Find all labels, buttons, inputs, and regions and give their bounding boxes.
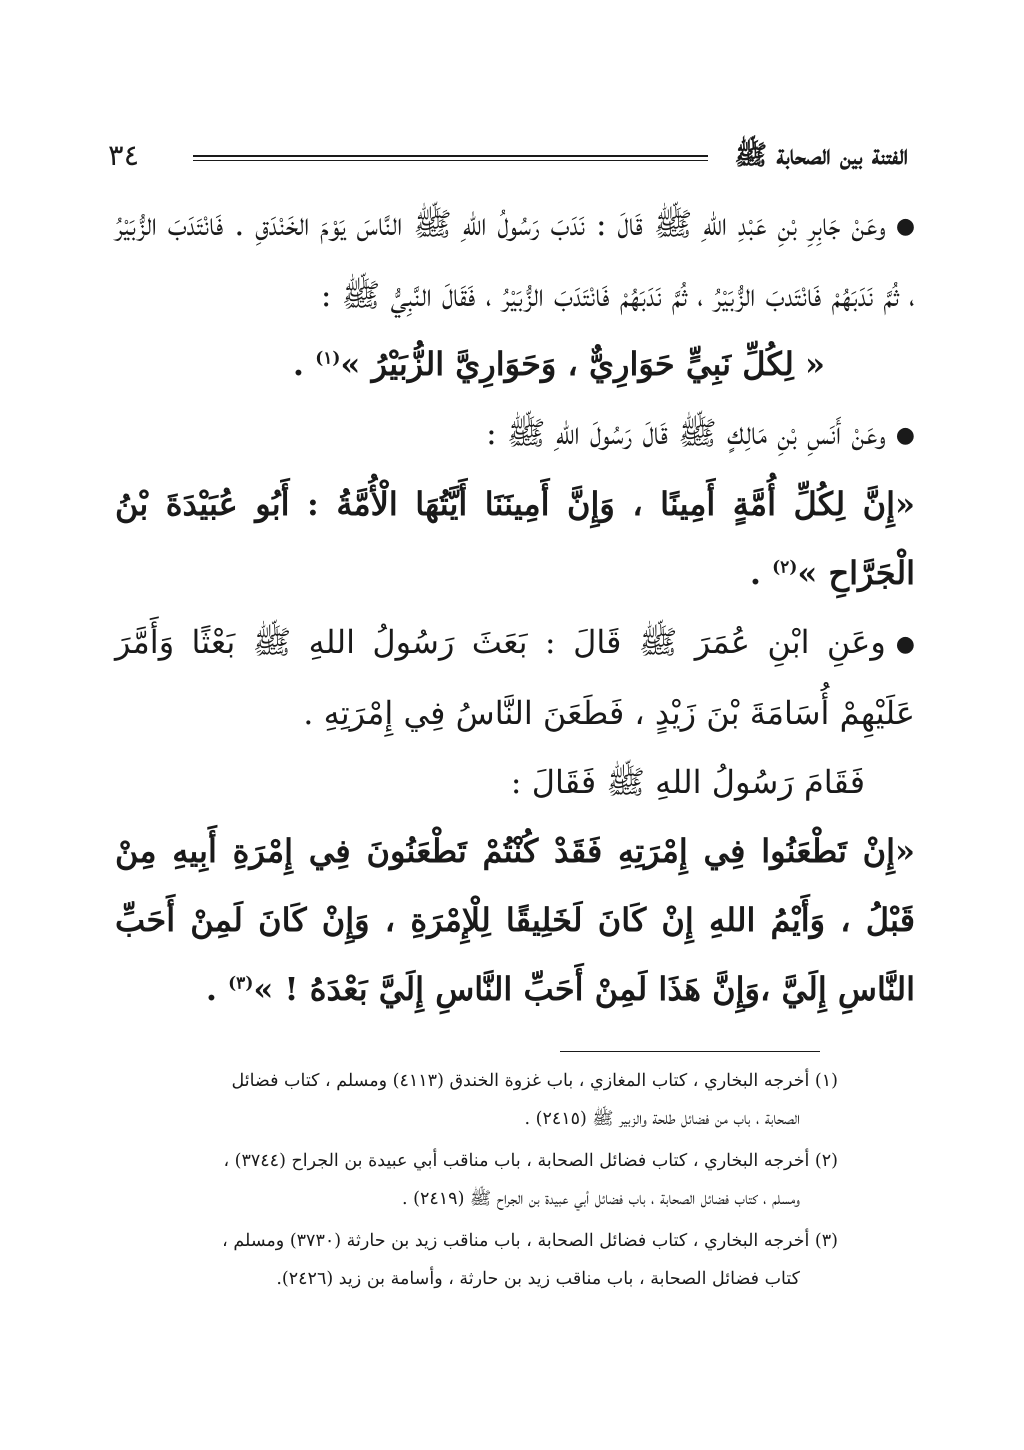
footnote-ref-1: (١) [315, 348, 341, 369]
paragraph-prophet-stood: فَقَامَ رَسُولُ اللهِ ﷺ فَقَالَ : [510, 763, 865, 801]
bullet-icon: ● [895, 423, 915, 448]
paragraph-anas: ●وعَنْ أَنَسِ بْنِ مَالِكٍ ﷺ قَالَ رَسُولَ اللهِ ﷺ : [115, 399, 915, 470]
footnote-2: (٢) أخرجه البخاري ، كتاب فضائل الصحابة ، باب مناقب أبي عبيدة بن الجراح (٣٧٤٤) ، ومسلم ، كتاب فضائل الصحابة ، باب فضائل أبي عبيدة بن الجراح ﷺ (٢٤١٩) . [223, 1151, 838, 1209]
footnotes [108, 1062, 838, 1302]
hadith-quote-zubair: « لِكُلِّ نَبِيٍّ حَوَارِيٌّ ، وَحَوَارِيَّ الزُّبَيْرُ »$^{(١)}$ . [292, 345, 825, 383]
page-header [108, 138, 908, 178]
hadith-quote-usama: «إِنْ تَطْعَنُوا فِي إِمْرَتِهِ فَقَدْ كُنْتُمْ تَطْعَنُونَ فِي إِمْرَةِ أَبِيهِ مِنْ قَبْلُ ، وَأَيْمُ اللهِ إِنْ كَانَ لَخَلِيقًا لِلْإِمْرَةِ ، وَإِنْ كَانَ لَمِنْ أَحَبِّ النَّاسِ إِلَيَّ ،وَإِنَّ هَذَا لَمِنْ أَحَبِّ النَّاسِ إِلَيَّ بَعْدَهُ ! »$^{(٣)}$ . [115, 832, 915, 1008]
bullet-icon: ● [895, 632, 915, 657]
footnote-ref-2: (٢) [772, 557, 798, 578]
hadith-quote-abu-ubaida: «إِنَّ لِكُلِّ أُمَّةٍ أَمِينًا ، وَإِنَّ أَمِينَنَا أَيَّتُهَا الْأُمَّةُ : أَبُو عُبَيْدَةَ بْنُ الْجَرَّاحِ »$^{(٢)}$ . [115, 485, 915, 592]
footnote-3: (٣) أخرجه البخاري ، كتاب فضائل الصحابة ، باب مناقب زيد بن حارثة (٣٧٣٠) ومسلم ، كتاب فضائل الصحابة ، باب مناقب زيد بن حارثة ، وأسامة بن زيد (٢٤٢٦). [222, 1231, 838, 1289]
main-text [115, 190, 915, 1024]
footnote-ref-3: (٣) [228, 973, 254, 994]
footnote-1: (١) أخرجه البخاري ، كتاب المغازي ، باب غزوة الخندق (٤١١٣) ومسلم ، كتاب فضائل الصحابة ، باب من فضائل طلحة والزبير ﷺ (٢٤١٥) . [231, 1071, 838, 1129]
page-number: ٣٤ [108, 138, 140, 172]
header-rule [193, 155, 708, 161]
paragraph-jabir: ●وعَنْ جَابِرِ بْنِ عَبْدِ اللهِ ﷺ قَالَ : نَدَبَ رَسُولُ اللهِ ﷺ النَّاسَ يَوْمَ الخَنْدَقِ . فَانْتَدَبَ الزُّبَيْرُ ، ثُمَّ نَدَبَهُمْ فَانْتَدبَ الزُّبَيْرُ ، ثُمَّ نَدَبَهُمْ فَانْتَدَبَ الزُّبَيْرُ ، فَقَالَ النَّبِيُّ ﷺ : [115, 190, 915, 330]
running-title: الفتنة بين الصحابة ﷺ [734, 140, 908, 171]
footnote-separator [560, 1051, 820, 1052]
paragraph-ibn-umar: ●وعَنِ ابْنِ عُمَرَ ﷺ قَالَ : بَعَثَ رَسُولُ اللهِ ﷺ بَعْثًا وَأَمَّرَ عَلَيْهِمْ أُسَامَةَ بْنَ زَيْدٍ ، فَطَعَنَ النَّاسُ فِي إِمْرَتِهِ . [115, 608, 915, 748]
bullet-icon: ● [895, 214, 916, 239]
